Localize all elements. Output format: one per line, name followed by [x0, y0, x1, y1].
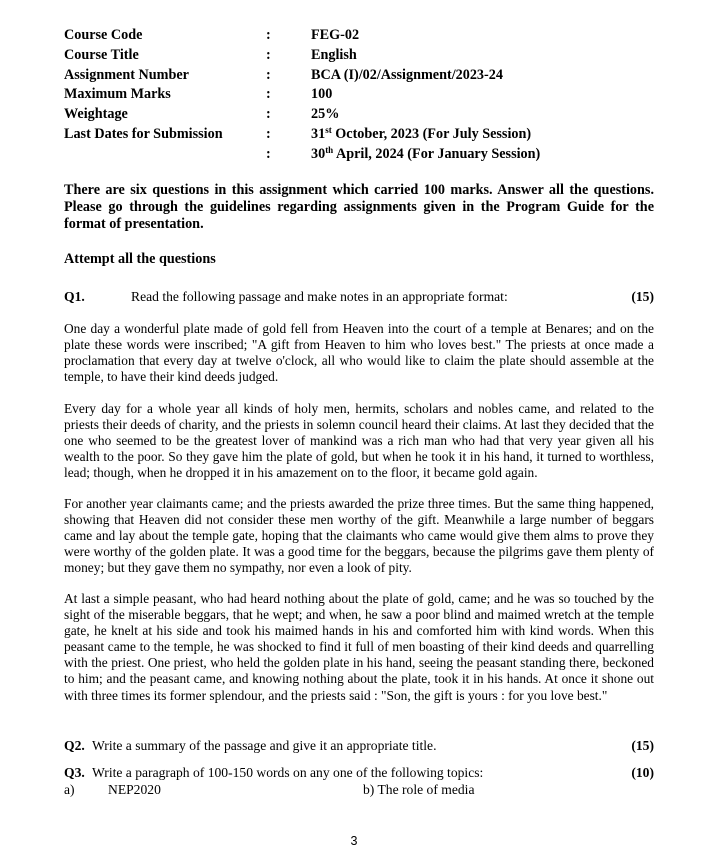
option-a-text: NEP2020 [108, 782, 161, 797]
submission-date-july [311, 125, 531, 145]
question-number: Q2. [64, 738, 85, 753]
question-text: Write a summary of the passage and give it an appropriate title. [92, 738, 437, 753]
info-label: Course Title [64, 46, 139, 63]
info-value: 25% [311, 106, 340, 123]
info-label: Maximum Marks [64, 86, 171, 103]
passage-paragraph: For another year claimants came; and the priests awarded the prize three times. But the same thing happened, showing that Heaven did not consider these men worthy of the gift. Meanwhile a large number of beggars came and lay about the temple gate, hoping that the claimants who came would give them alms to prove they were worthy of the golden plate. It was a good time for the beggars, because the pilgrims gave them plenty of money; but they gave them no sympathy, nor even a look of pity. [64, 496, 654, 576]
option-b-text: b) The role of media [363, 782, 475, 797]
info-colon: : [266, 145, 271, 162]
page-number: 3 [350, 834, 358, 848]
question-marks: (15) [631, 738, 654, 753]
info-label: Weightage [64, 106, 128, 123]
question-text: Write a paragraph of 100-150 words on any one of the following topics: [92, 765, 484, 780]
question-text: Read the following passage and make notes in an appropriate format: [131, 289, 508, 304]
passage-paragraph: Every day for a whole year all kinds of holy men, hermits, scholars and nobles came, and related to the priests their deeds of charity, and the priests in solemn council heard their claims. At last they decided that the one who seemed to be the greatest lover of mankind was a rich man who had that very year given all his wealth to the poor. So they gave him the plate of gold, but when he took it in his hand, it turned to worthless, lead; though, when he dropped it in his amazement on to the floor, it became gold again. [64, 401, 654, 481]
info-colon: : [266, 106, 271, 123]
date-day: 30 [311, 145, 326, 162]
question-number: Q3. [64, 765, 85, 780]
info-value: 100 [311, 86, 333, 103]
date-rest: April, 2024 (For January Session) [333, 145, 541, 162]
passage-paragraph: At last a simple peasant, who had heard nothing about the plate of gold, came; and he was so touched by the sight of the miserable beggars, that he wept; and when, he saw a poor blind and maimed wretch at the temple gate, he knelt at his side and took his maimed hands in his and comforted him with kind words. When this peasant came to the temple, he was shocked to find it full of men boasting of their kind deeds and quarrelling with the priest. One priest, who held the golden plate in his hand, seeing the peasant standing there, beckoned to him; and the peasant came, and knowing nothing about the plate, took it in his hands. At once it shone out with three times its former splendour, and the priests said : "Son, the gift is yours : for you love best." [64, 591, 654, 703]
info-colon: : [266, 46, 271, 63]
assignment-instructions: There are six questions in this assignment which carried 100 marks. Answer all the questions. Please go through the guidelines regarding assignments given in the Program Guide for the format of presentation. [64, 182, 654, 232]
info-colon: : [266, 66, 271, 83]
passage-paragraph: One day a wonderful plate made of gold fell from Heaven into the court of a temple at Benares; and on the plate these words were inscribed; "A gift from Heaven to him who loves best." The priests at once made a proclamation that every day at twelve o'clock, all who would like to claim the plate should assemble at the temple, to have their kind deeds judged. [64, 321, 654, 385]
submission-date-january [311, 145, 540, 165]
info-value: BCA (I)/02/Assignment/2023-24 [311, 66, 503, 83]
attempt-heading: Attempt all the questions [64, 251, 216, 267]
info-colon: : [266, 27, 271, 43]
info-label: Assignment Number [64, 66, 189, 83]
info-colon: : [266, 125, 271, 142]
date-rest: October, 2023 (For July Session) [331, 125, 532, 142]
info-label: Last Dates for Submission [64, 125, 223, 142]
info-value: English [311, 46, 357, 63]
date-ordinal: st [325, 124, 332, 135]
info-colon: : [266, 86, 271, 103]
info-label: Course Code [64, 27, 143, 43]
question-marks: (15) [631, 289, 654, 304]
info-value: FEG-02 [311, 27, 360, 43]
question-marks: (10) [631, 765, 654, 780]
question-number: Q1. [64, 289, 85, 304]
date-day: 31 [311, 125, 326, 142]
date-ordinal: th [325, 144, 334, 155]
option-a-label: a) [64, 782, 75, 797]
